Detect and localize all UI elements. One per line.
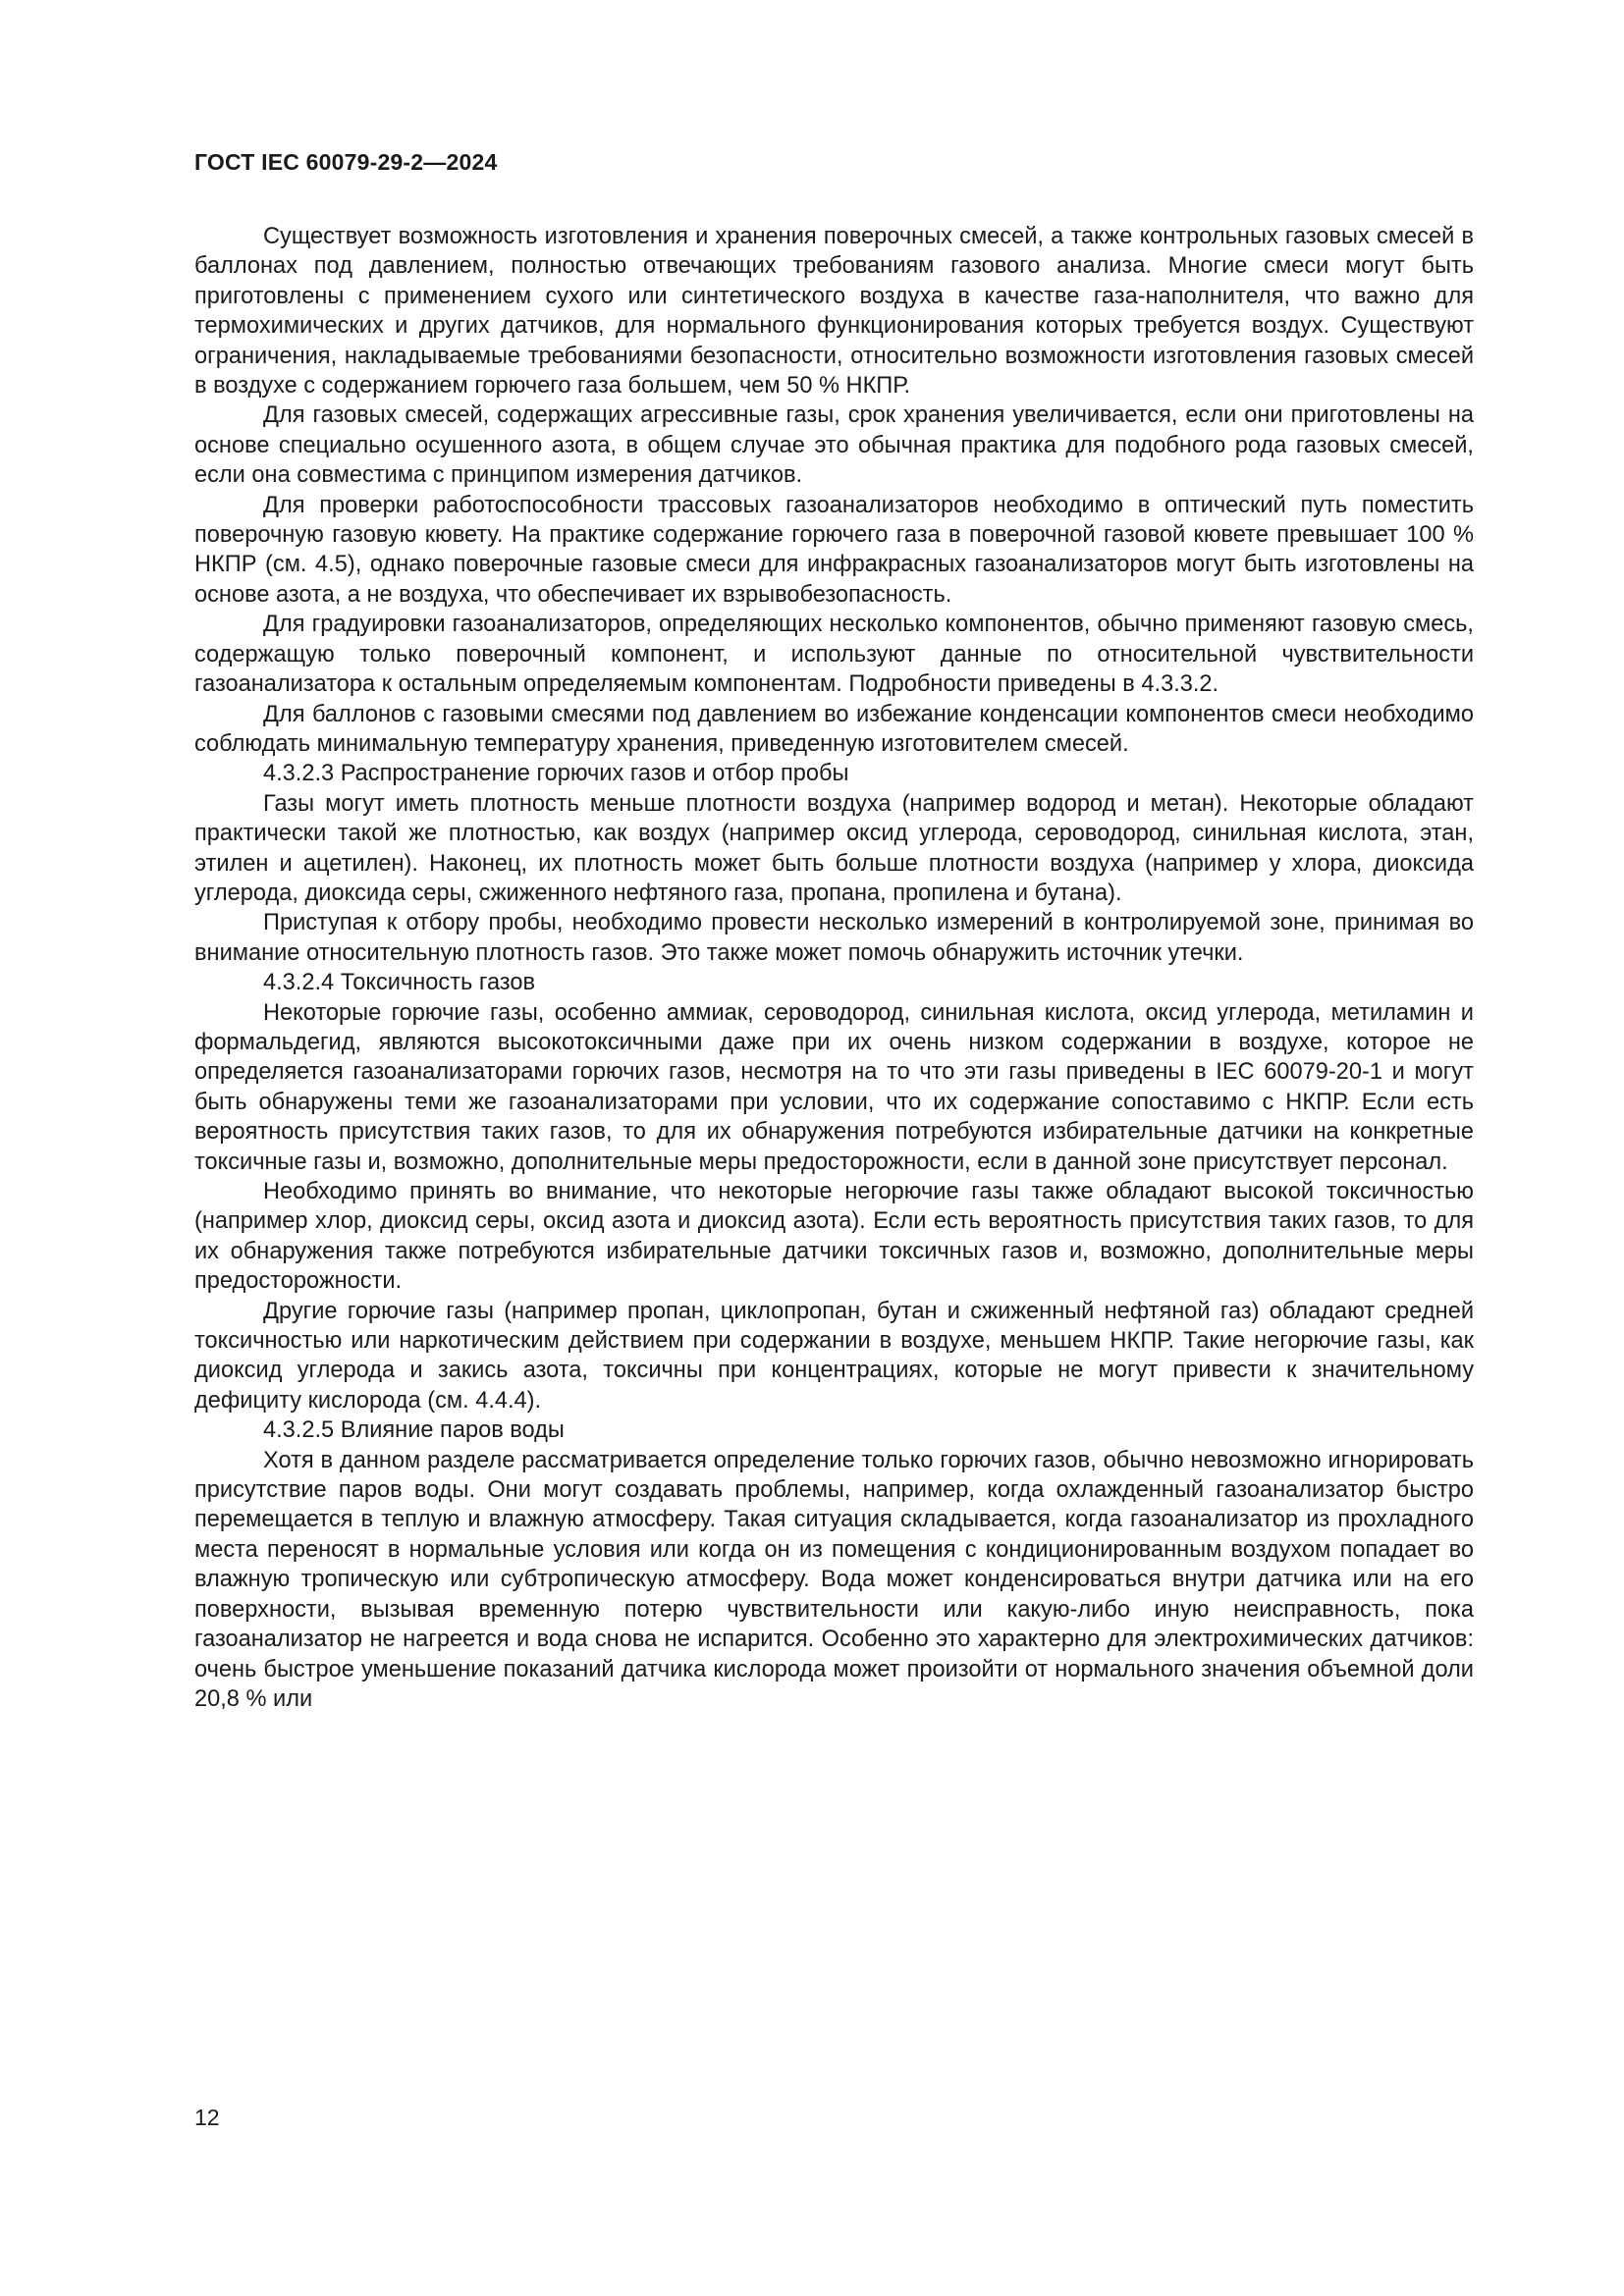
section-heading-4-3-2-3: 4.3.2.3 Распространение горючих газов и отбор пробы [263, 761, 849, 787]
paragraph: Приступая к отбору пробы, необходимо провести несколько измерений в контролируемой зоне, принимая во внимание относительную плотность газов. Это также может помочь обнаружить источник утечки. [194, 910, 1474, 966]
paragraph: Хотя в данном разделе рассматривается определение только горючих газов, обычно невозможно игнорировать присутствие паров воды. Они могут создавать проблемы, например, когда охлажденный газоанализатор быстро перемещается в теплую и влажную атмосферу. Такая ситуация складывается, когда газоанализатор из прохладного места переносят в нормальные условия или когда он из помещения с кондиционированным воздухом попадает во влажную тропическую или субтропическую атмосферу. Вода может конденсироваться внутри датчика или на его поверхности, вызывая временную потерю чувствительности или какую-либо иную неисправность, пока газоанализатор не нагреется и вода снова не испарится. Особенно это характерно для электрохимических датчиков: очень быстрое уменьшение показаний датчика кислорода может произойти от нормального значения объемной доли 20,8 % или [194, 1447, 1474, 1712]
paragraph: Газы могут иметь плотность меньше плотности воздуха (например водород и метан). Некоторые обладают практически такой же плотностью, как воздух (например оксид углерода, сероводород, синильная кислота, этан, этилен и ацетилен). Наконец, их плотность может быть больше плотности воздуха (например у хлора, диоксида углерода, диоксида серы, сжиженного нефтяного газа, пропана, пропилена и бутана). [194, 790, 1474, 906]
paragraph: Другие горючие газы (например пропан, циклопропан, бутан и сжиженный нефтяной газ) обладают средней токсичностью или наркотическим действием при содержании в воздухе, меньшем НКПР. Такие негорючие газы, как диоксид углерода и закись азота, токсичны при концентрациях, которые не могут привести к значительному дефициту кислорода (см. 4.4.4). [194, 1298, 1474, 1414]
paragraph: Необходимо принять во внимание, что некоторые негорючие газы также обладают высокой токсичностью (например хлор, диоксид серы, оксид азота и диоксид азота). Если есть вероятность присутствия таких газов, то для их обнаружения также потребуются избирательные датчики токсичных газов и, возможно, дополнительные меры предосторожности. [194, 1179, 1474, 1295]
paragraph: Для проверки работоспособности трассовых газоанализаторов необходимо в оптический путь поместить поверочную газовую кювету. На практике содержание горючего газа в поверочной газовой кювете превышает 100 % НКПР (см. 4.5), однако поверочные газовые смеси для инфракрасных газоанализаторов могут быть изготовлены на основе азота, а не воздуха, что обеспечивает их взрывобезопасность. [194, 492, 1474, 608]
page-number: 12 [194, 2105, 220, 2130]
section-heading-4-3-2-4: 4.3.2.4 Токсичность газов [263, 970, 536, 996]
paragraph: Для градуировки газоанализаторов, определяющих несколько компонентов, обычно применяют газовую смесь, содержащую только поверочный компонент, и используют данные по относительной чувствительности газоанализатора к остальным определяемым компонентам. Подробности приведены в 4.3.3.2. [194, 612, 1474, 698]
paragraph: Существует возможность изготовления и хранения поверочных смесей, а также контрольных газовых смесей в баллонах под давлением, полностью отвечающих требованиям газового анализа. Многие смеси могут быть приготовлены с применением сухого или синтетического воздуха в качестве газа-наполнителя, что важно для термохимических и других датчиков, для нормального функционирования которых требуется воздух. Существуют ограничения, накладываемые требованиями безопасности, относительно возможности изготовления газовых смесей в воздухе с содержанием горючего газа большем, чем 50 % НКПР. [194, 224, 1474, 400]
document-code-header: ГОСТ IEC 60079-29-2—2024 [194, 149, 498, 175]
paragraph: Некоторые горючие газы, особенно аммиак, сероводород, синильная кислота, оксид углерода, метиламин и формальдегид, являются высокотоксичными даже при их очень низком содержании в воздухе, которое не определяется газоанализаторами горючих газов, несмотря на то что эти газы приведены в IEC 60079-20-1 и могут быть обнаружены теми же газоанализаторами при условии, что их содержание сопоставимо с НКПР. Если есть вероятность присутствия таких газов, то для их обнаружения потребуются избирательные датчики на конкретные токсичные газы и, возможно, дополнительные меры предосторожности, если в данной зоне присутствует персонал. [194, 999, 1474, 1175]
paragraph: Для газовых смесей, содержащих агрессивные газы, срок хранения увеличивается, если они приготовлены на основе специально осушенного азота, в общем случае это обычная практика для подобного рода газовых смесей, если она совместима с принципом измерения датчиков. [194, 402, 1474, 489]
section-heading-4-3-2-5: 4.3.2.5 Влияние паров воды [263, 1417, 565, 1444]
body-text [194, 222, 1474, 1714]
paragraph: Для баллонов с газовыми смесями под давлением во избежание конденсации компонентов смеси необходимо соблюдать минимальную температуру хранения, приведенную изготовителем смесей. [194, 701, 1474, 757]
